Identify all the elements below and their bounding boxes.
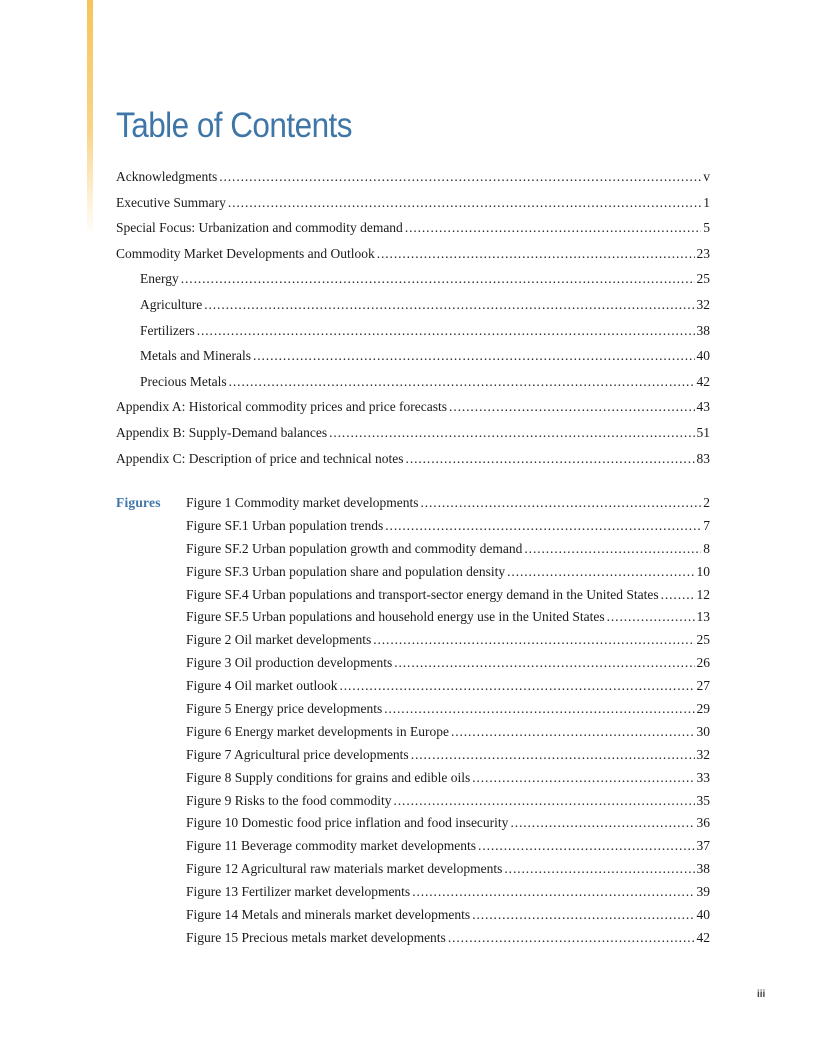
- toc-entry[interactable]: [116, 343, 710, 369]
- entry-page-number: 39: [696, 884, 710, 900]
- entry-label: Figure 14 Metals and minerals market developments: [186, 907, 471, 923]
- figure-entry[interactable]: [186, 492, 710, 515]
- toc-entry[interactable]: [116, 446, 710, 472]
- entry-label: Figure 2 Oil market developments: [186, 632, 372, 648]
- entry-page-number: 7: [703, 517, 710, 533]
- page-number: iii: [757, 989, 766, 1000]
- figure-entry[interactable]: [186, 927, 710, 950]
- entry-page-number: 25: [696, 632, 710, 648]
- entry-page-number: 5: [703, 220, 710, 236]
- dot-leader: [451, 721, 695, 744]
- dot-leader: [411, 744, 695, 767]
- entry-page-number: 26: [696, 655, 710, 671]
- dot-leader: [449, 394, 694, 420]
- dot-leader: [448, 927, 695, 950]
- dot-leader: [472, 904, 694, 927]
- dot-leader: [228, 190, 701, 216]
- dot-leader: [339, 675, 694, 698]
- dot-leader: [504, 858, 694, 881]
- entry-label: Figure 4 Oil market outlook: [186, 678, 338, 694]
- figure-entry[interactable]: [186, 858, 710, 881]
- entry-page-number: 38: [696, 861, 710, 877]
- entry-label: Executive Summary: [116, 194, 226, 210]
- entry-page-number: 2: [703, 495, 710, 510]
- entry-label: Figure 8 Supply conditions for grains and edible oils: [186, 769, 471, 785]
- entry-label: Figure SF.1 Urban population trends: [186, 517, 384, 533]
- entry-label: Metals and Minerals: [140, 348, 251, 364]
- table-of-contents: [116, 164, 710, 471]
- entry-page-number: 38: [696, 322, 710, 338]
- entry-label: Figure SF.4 Urban populations and transport-sector energy demand in the United States: [186, 586, 659, 602]
- figure-entry[interactable]: [186, 904, 710, 927]
- entry-page-number: 29: [696, 701, 710, 717]
- toc-entry[interactable]: [116, 292, 710, 318]
- figure-entry[interactable]: [186, 812, 710, 835]
- entry-page-number: 30: [696, 723, 710, 739]
- dot-leader: [478, 835, 694, 858]
- entry-page-number: 25: [696, 271, 710, 287]
- entry-label: Figure SF.5 Urban populations and household energy use in the United States: [186, 609, 605, 625]
- dot-leader: [507, 561, 694, 584]
- toc-entry[interactable]: [116, 164, 710, 190]
- figure-entry[interactable]: [186, 675, 710, 698]
- toc-entry[interactable]: [116, 215, 710, 241]
- dot-leader: [412, 881, 694, 904]
- dot-leader: [661, 584, 695, 607]
- entry-page-number: 40: [696, 348, 710, 364]
- toc-entry[interactable]: [116, 190, 710, 216]
- dot-leader: [204, 292, 694, 318]
- toc-entry[interactable]: [116, 420, 710, 446]
- dot-leader: [253, 343, 695, 369]
- entry-label: Energy: [140, 271, 179, 287]
- entry-label: Figure 12 Agricultural raw materials market developments: [186, 861, 503, 877]
- figure-entry[interactable]: [186, 538, 710, 561]
- entry-page-number: 83: [696, 450, 710, 466]
- figure-entry[interactable]: [186, 767, 710, 790]
- figure-entry[interactable]: [186, 698, 710, 721]
- entry-label: Figure 5 Energy price developments: [186, 701, 383, 717]
- dot-leader: [229, 369, 695, 395]
- figure-entry[interactable]: [186, 744, 710, 767]
- entry-page-number: v: [703, 169, 710, 184]
- dot-leader: [420, 492, 701, 515]
- toc-entry[interactable]: [116, 394, 710, 420]
- entry-page-number: 13: [696, 609, 710, 625]
- dot-leader: [405, 215, 701, 241]
- dot-leader: [394, 790, 695, 813]
- entry-page-number: 12: [696, 586, 710, 602]
- figure-entry[interactable]: [186, 606, 710, 629]
- toc-entry[interactable]: [116, 241, 710, 267]
- toc-entry[interactable]: [116, 318, 710, 344]
- figure-entry[interactable]: [186, 881, 710, 904]
- figure-entry[interactable]: [186, 790, 710, 813]
- dot-leader: [181, 266, 695, 292]
- entry-label: Figure 10 Domestic food price inflation and food insecurity: [186, 815, 509, 831]
- toc-entry[interactable]: [116, 369, 710, 395]
- entry-page-number: 32: [696, 296, 710, 312]
- page-title: Table of Contents: [116, 106, 352, 145]
- dot-leader: [607, 606, 695, 629]
- entry-page-number: 51: [696, 424, 710, 440]
- entry-page-number: 42: [696, 929, 710, 945]
- figure-entry[interactable]: [186, 515, 710, 538]
- entry-label: Commodity Market Developments and Outlook: [116, 245, 375, 261]
- dot-leader: [197, 318, 695, 344]
- entry-page-number: 23: [696, 245, 710, 261]
- entry-label: Figure 11 Beverage commodity market developments: [186, 838, 477, 854]
- dot-leader: [329, 420, 694, 446]
- entry-label: Figure 6 Energy market developments in Europe: [186, 723, 449, 739]
- dot-leader: [510, 812, 694, 835]
- entry-label: Figure 3 Oil production developments: [186, 655, 393, 671]
- figures-heading: Figures: [116, 495, 161, 510]
- entry-label: Agriculture: [140, 296, 203, 312]
- entry-page-number: 43: [696, 399, 710, 415]
- entry-page-number: 36: [696, 815, 710, 831]
- entry-label: Figure SF.2 Urban population growth and commodity demand: [186, 540, 523, 556]
- entry-page-number: 37: [696, 838, 710, 854]
- figures-list: [186, 492, 710, 950]
- entry-label: Figure 9 Risks to the food commodity: [186, 792, 392, 808]
- entry-label: Precious Metals: [140, 373, 227, 389]
- figure-entry[interactable]: [186, 561, 710, 584]
- entry-label: Figure 15 Precious metals market developments: [186, 929, 446, 945]
- dot-leader: [406, 446, 695, 472]
- entry-label: Acknowledgments: [116, 169, 218, 184]
- figure-entry[interactable]: [186, 835, 710, 858]
- entry-page-number: 27: [696, 678, 710, 694]
- figure-entry[interactable]: [186, 584, 710, 607]
- entry-page-number: 8: [703, 540, 710, 556]
- entry-label: Appendix C: Description of price and technical notes: [116, 450, 404, 466]
- figure-entry[interactable]: [186, 721, 710, 744]
- dot-leader: [385, 515, 701, 538]
- entry-page-number: 32: [696, 746, 710, 762]
- entry-page-number: 35: [696, 792, 710, 808]
- dot-leader: [524, 538, 701, 561]
- dot-leader: [472, 767, 694, 790]
- entry-label: Figure 1 Commodity market developments: [186, 495, 419, 510]
- entry-page-number: 42: [696, 373, 710, 389]
- entry-label: Appendix A: Historical commodity prices and price forecasts: [116, 399, 448, 415]
- entry-label: Appendix B: Supply-Demand balances: [116, 424, 328, 440]
- entry-label: Figure 7 Agricultural price developments: [186, 746, 409, 762]
- entry-label: Special Focus: Urbanization and commodity demand: [116, 220, 403, 236]
- entry-page-number: 33: [696, 769, 710, 785]
- entry-page-number: 10: [696, 563, 710, 579]
- dot-leader: [394, 652, 694, 675]
- figure-entry[interactable]: [186, 652, 710, 675]
- decorative-accent-bar: [87, 0, 93, 235]
- dot-leader: [384, 698, 694, 721]
- entry-page-number: 40: [696, 907, 710, 923]
- entry-label: Figure SF.3 Urban population share and population density: [186, 563, 506, 579]
- entry-label: Fertilizers: [140, 322, 195, 338]
- toc-entry[interactable]: [116, 266, 710, 292]
- figure-entry[interactable]: [186, 629, 710, 652]
- dot-leader: [373, 629, 694, 652]
- entry-page-number: 1: [703, 194, 710, 210]
- dot-leader: [219, 164, 701, 190]
- entry-label: Figure 13 Fertilizer market developments: [186, 884, 411, 900]
- dot-leader: [377, 241, 695, 267]
